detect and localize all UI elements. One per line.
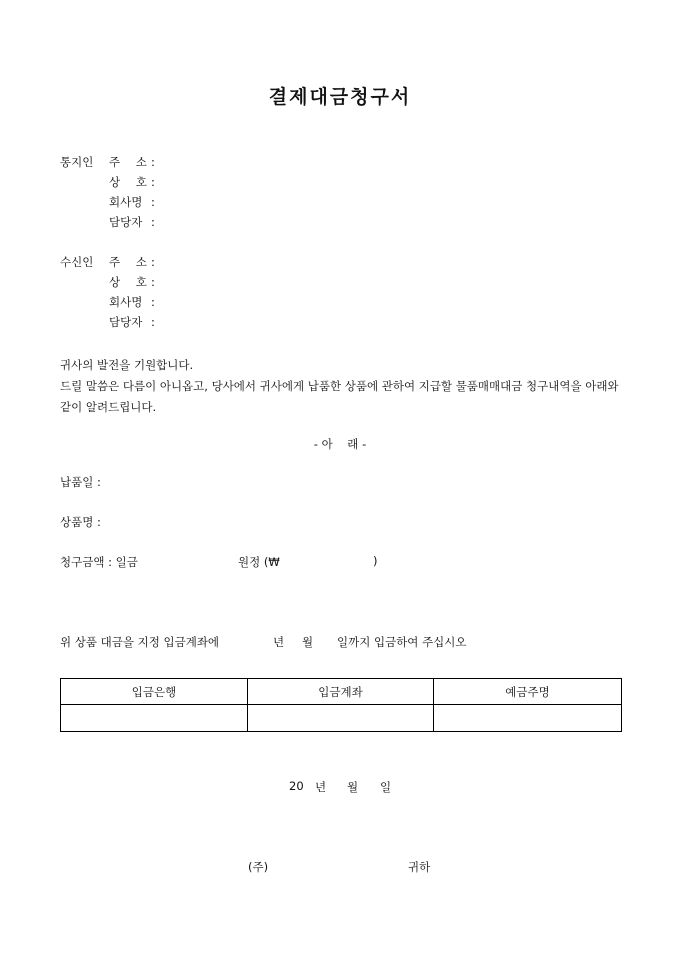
- request-line-day-suffix: 일까지 입금하여 주십시오: [337, 635, 467, 649]
- receiver-contact-sep: :: [151, 315, 155, 329]
- receiver-company-label: 회사명: [109, 295, 143, 309]
- greeting-line: 귀사의 발전을 기원합니다.: [60, 358, 194, 372]
- date-prefix: 20: [289, 779, 304, 793]
- account-number-cell: [248, 705, 434, 732]
- receiver-address-sep: :: [151, 255, 155, 269]
- bank-table-header-row: [61, 679, 622, 705]
- account-number-header: 입금계좌: [248, 679, 434, 705]
- request-paragraph: 드릴 말씀은 다름이 아니옵고, 당사에서 귀사에게 납품한 상품에 관하여 지급할 물품매매대금 청구내역을 아래와 같이 알려드립니다.: [60, 379, 619, 414]
- sender-contact-label: 담당자: [109, 215, 143, 229]
- date-day: 일: [380, 780, 392, 794]
- bank-table-row: [61, 705, 622, 732]
- sender-address-sep: :: [151, 155, 155, 169]
- account-holder-header: 예금주명: [434, 679, 622, 705]
- account-holder-cell: [434, 705, 622, 732]
- sender-company-sep: :: [151, 195, 155, 209]
- sender-contact-sep: :: [151, 215, 155, 229]
- request-line-month: 월: [302, 635, 314, 649]
- closing-honorific: 귀하: [408, 860, 431, 874]
- bank-name-header: 입금은행: [61, 679, 248, 705]
- receiver-company-sep: :: [151, 295, 155, 309]
- below-heading: - 아 래 -: [313, 437, 367, 451]
- amount-label: 청구금액 : 일금: [60, 555, 138, 569]
- body-paragraph: [60, 355, 630, 418]
- amount-won-label: 원정 (₩: [238, 555, 280, 569]
- bank-account-table: [60, 678, 622, 732]
- bank-name-cell: [61, 705, 248, 732]
- receiver-group-label: 수신인: [60, 255, 94, 269]
- receiver-address-label: 주 소: [109, 255, 149, 269]
- sender-address-label: 주 소: [109, 155, 149, 169]
- receiver-contact-label: 담당자: [109, 315, 143, 329]
- amount-close-paren: ): [373, 554, 378, 568]
- request-line-year: 년: [273, 635, 285, 649]
- product-name-label: 상품명 :: [60, 515, 101, 529]
- document-title: 결제대금청구서: [268, 86, 412, 108]
- sender-company-label: 회사명: [109, 195, 143, 209]
- closing-company: (주): [248, 860, 269, 874]
- sender-trade-name-label: 상 호: [109, 175, 149, 189]
- receiver-trade-name-sep: :: [151, 275, 155, 289]
- receiver-trade-name-label: 상 호: [109, 275, 149, 289]
- date-month: 월: [347, 780, 359, 794]
- delivery-date-label: 납품일 :: [60, 475, 101, 489]
- sender-trade-name-sep: :: [151, 175, 155, 189]
- sender-group-label: 통지인: [60, 155, 94, 169]
- date-year: 년: [315, 780, 327, 794]
- request-line-prefix: 위 상품 대금을 지정 입금계좌에: [60, 635, 220, 649]
